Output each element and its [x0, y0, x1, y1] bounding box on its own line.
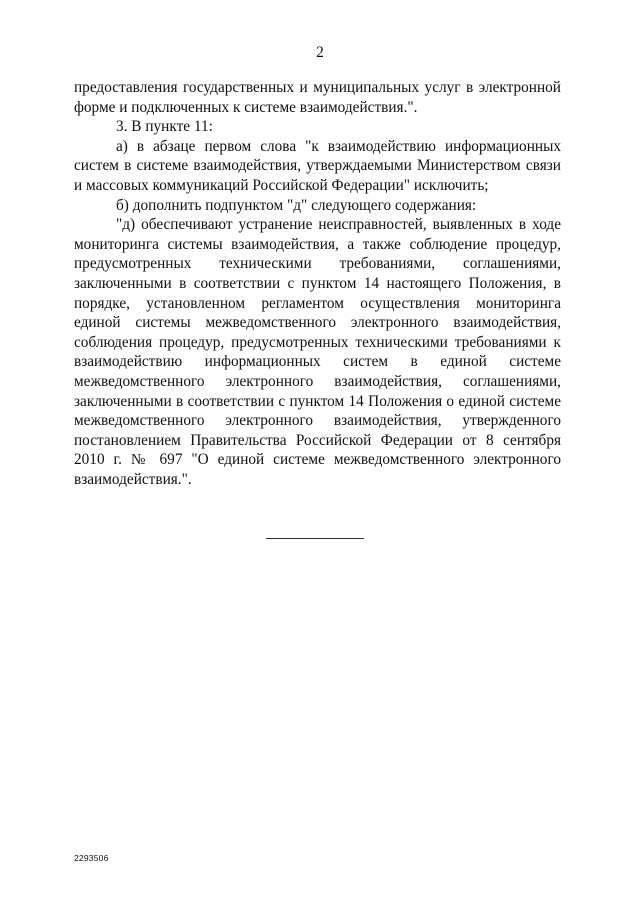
document-code: 2293506	[74, 853, 109, 863]
paragraph-item-b: б) дополнить подпунктом "д" следующего содержания:	[116, 196, 477, 214]
paragraph-item-d: "д) обеспечивают устранение неисправностей, выявленных в ходе мониторинга системы взаимодействия, а также соблюдение процедур, предусмотренных техническими требованиями, соглашениями, заключенными в соответствии с пунктом 14 настоящего Положения, в порядке, установленном регламентом осуществления мониторинга единой системы межведомственного электронного взаимодействия, соблюдения процедур, предусмотренных техническими требованиями к взаимодействию информационных систем в единой системе межведомственного электронного взаимодействия, соглашениями, заключенными в соответствии с пунктом 14 Положения о единой системе межведомственного электронного взаимодействия, утвержденного постановлением Правительства Российской Федерации от 8 сентября 2010 г. № 697 "О единой системе межведомственного электронного взаимодействия.".	[74, 216, 561, 488]
page-number: 2	[316, 44, 324, 61]
paragraph-item-a: а) в абзаце первом слова "к взаимодействию информационных систем в системе взаимодействия, утверждаемыми Министерством связи и массовых коммуникаций Российской Федерации" исключить;	[74, 137, 561, 194]
document-body	[74, 78, 561, 489]
paragraph-item-3: 3. В пункте 11:	[116, 118, 213, 136]
paragraph-continuation: предоставления государственных и муниципальных услуг в электронной форме и подключенных к системе взаимодействия.".	[74, 79, 561, 116]
separator-line	[266, 538, 364, 539]
